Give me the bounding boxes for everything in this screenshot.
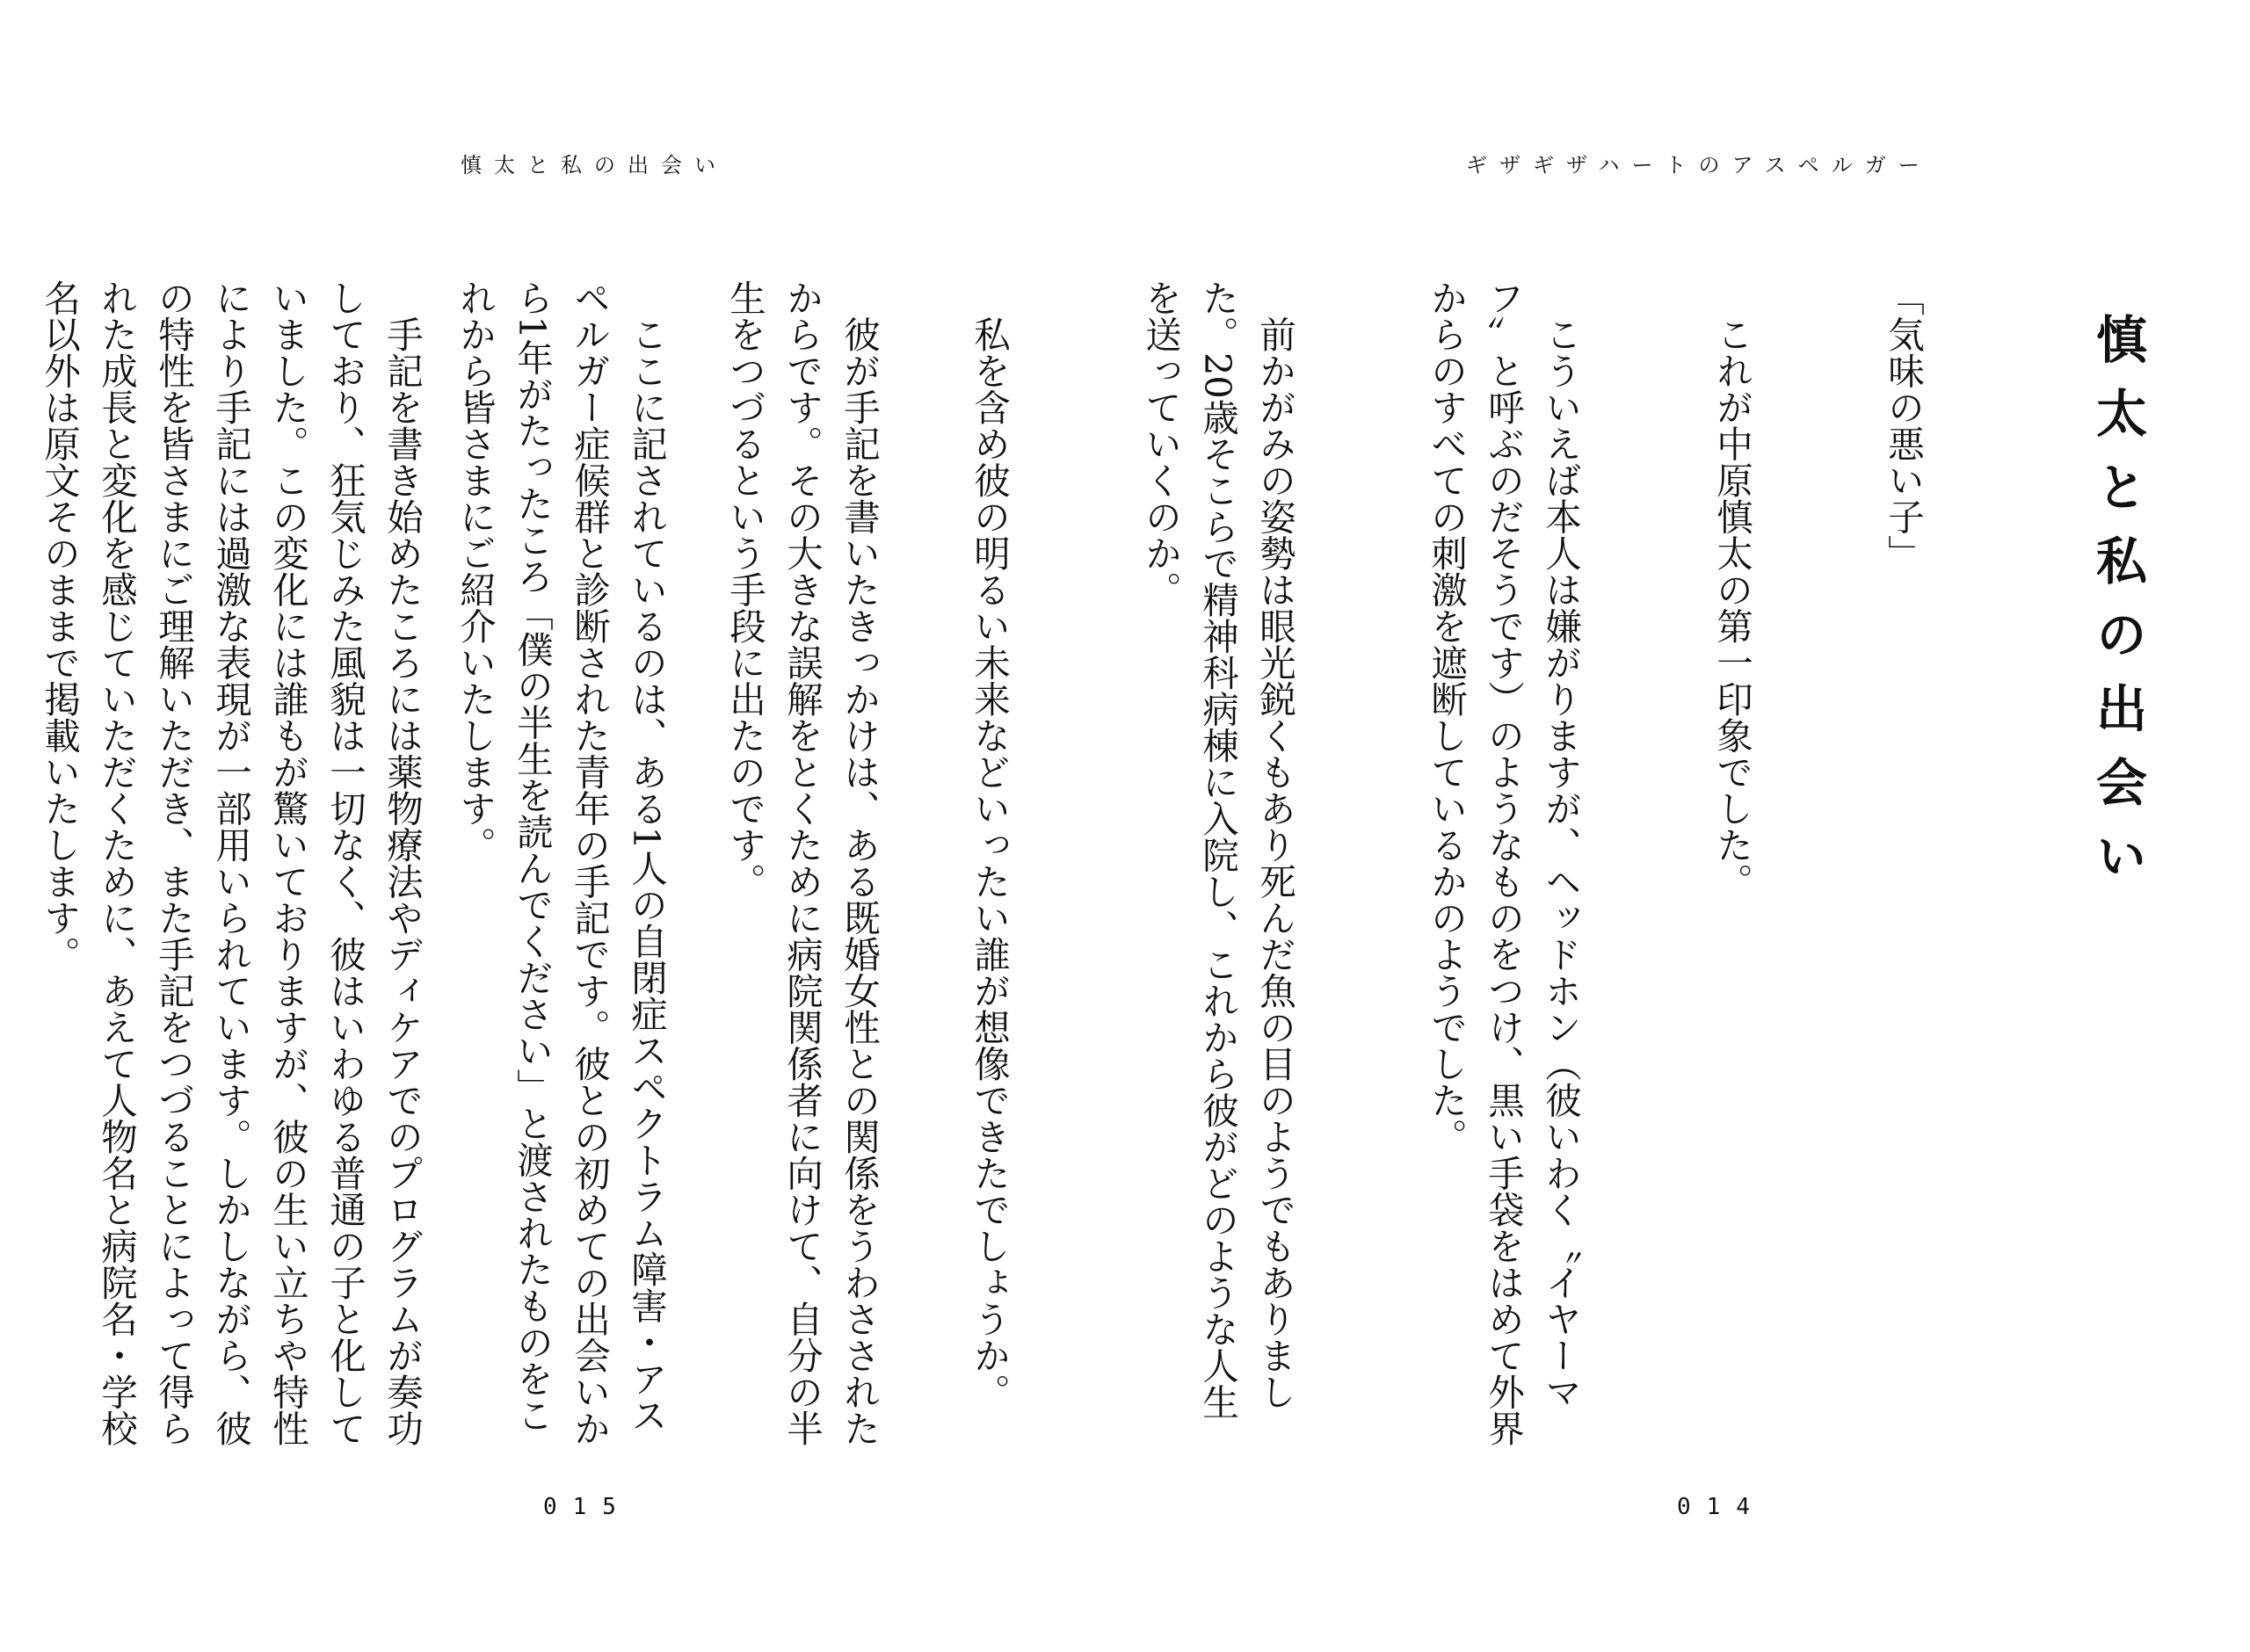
running-header: 慎太と私の出会い [461,153,728,178]
paragraph: これが中原慎太の第一印象でした。 [1710,279,1753,900]
paragraph: こういえば本人は嫌がりますが、ヘッドホン（彼いわく〝イヤーマフ〟と呼ぶのだそうです）のようなものをつけ、黒い手袋をはめて外界からのすべての刺激を遮断しているかのようでした。 [1425,279,1582,1446]
chapter-title: 慎太と私の出会い [2087,313,2147,903]
paragraph: 「気味の悪い子」 [1882,279,1925,571]
page-number: 015 [543,1494,632,1520]
blank-line [789,279,846,1448]
running-header: ギザギザハートのアスペルガー [1466,153,1932,178]
page-number: 014 [1677,1494,1766,1520]
paragraph: 手記を書き始めたころには薬物療法やディケアでのプログラムが奏功しており、狂気じみた風貌は一切なく、彼はいわゆる普通の子と化していました。この変化には誰もが驚いておりますが、彼の生い立ちや特性により手記には過激な表現が一部用いられています。しかしながら、彼の特性を皆さまにご理解いただき、また手記をつづることによって得られた成長と変化を感じていただくために、あえて人物名と病院名・学校名以外は原文そのままで掲載いたします。 [38,279,424,1446]
paragraph: 前かがみの姿勢は眼光鋭くもあり死んだ魚の目のようでもありました。20歳そこらで精神科病棟に入院し、これから彼がどのような人生を送っていくのか。 [1139,279,1296,1420]
paragraph: ここに記されているのは、ある1人の自閉症スペクトラム障害・アスペルガー症候群と診断された青年の手記です。彼との初めての出会いから1年がたったころ「僕の半生を読んでください」と渡されたものをこれから皆さまにご紹介いたします。 [454,279,668,1446]
paragraph: 私を含め彼の明るい未来などいったい誰が想像できたでしょうか。 [968,279,1011,1410]
paragraph: 彼が手記を書いたきっかけは、ある既婚女性との関係をうわさされたからです。その大きな誤解をとくために病院関係者に向けて、自分の半生をつづるという手段に出たのです。 [723,279,881,1446]
